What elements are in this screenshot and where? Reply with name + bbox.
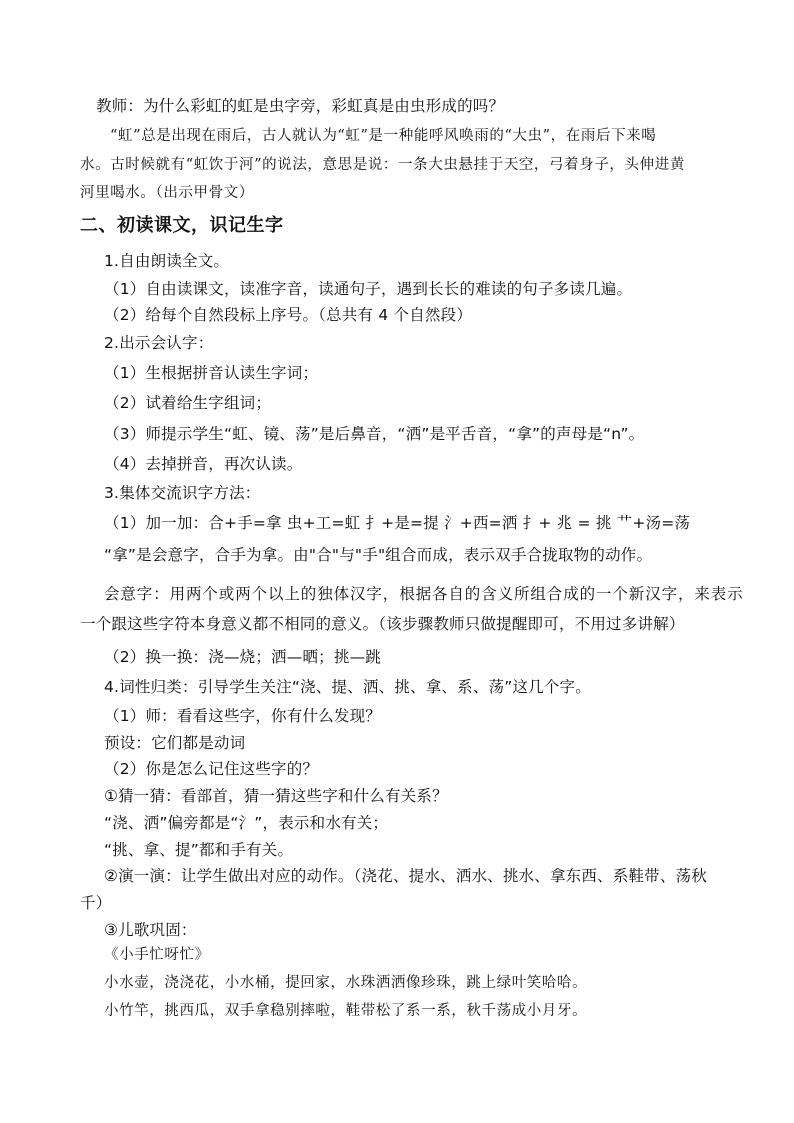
step-3-item-1: （1）加一加：合+手=拿 虫+工=虹 扌+是=提 氵+西=洒 扌+ 兆 = 挑 艹+汤=荡 xyxy=(104,514,691,532)
guess-activity: ①猜一猜：看部首，猜一猜这些字和什么有关系？ xyxy=(104,787,448,805)
step-2-item-3: （3）师提示学生“虹、镜、荡”是后鼻音，“洒”是平舌音，“拿”的声母是“n”。 xyxy=(104,425,645,443)
step-3-item-2: （2）换一换：浇—烧；洒—晒；挑—跳 xyxy=(104,648,381,666)
rainbow-paragraph-line-2: 水。古时候就有“虹饮于河”的说法，意思是说：一条大虫悬挂于天空，弓着身子，头伸进黄 xyxy=(80,157,685,173)
act-activity-line-1: ②演一演：让学生做出对应的动作。（浇花、提水、洒水、挑水、拿东西、系鞋带、荡秋 xyxy=(104,867,707,885)
rainbow-paragraph-line-3: 河里喝水。（出示甲骨文） xyxy=(80,185,254,201)
step-4-item-2: （2）你是怎么记住这些字的？ xyxy=(104,760,319,778)
step-3: 3.集体交流识字方法： xyxy=(104,484,261,502)
huiyi-definition-line-2: 一个跟这些字符本身意义都不相同的意义。（该步骤教师只做提醒即可，不用过多讲解） xyxy=(80,615,685,633)
poem-line-1: 小水壶，浇浇花，小水桶，提回家，水珠洒洒像珍珠，跳上绿叶笑哈哈。 xyxy=(104,975,588,991)
hand-radical-note: “挑、拿、提”都和手有关。 xyxy=(104,841,294,859)
step-3-explanation: “拿”是会意字，合手为拿。由"合"与"手"组合而成，表示双手合拢取物的动作。 xyxy=(104,546,653,564)
step-1-item-1: （1）自由读课文，读准字音，读通句子，遇到长长的难读的句子多读几遍。 xyxy=(104,280,633,298)
poem-line-2: 小竹竿，挑西瓜，双手拿稳别摔啦，鞋带松了系一系，秋千荡成小月牙。 xyxy=(104,1003,588,1019)
huiyi-definition-line-1: 会意字：用两个或两个以上的独体汉字，根据各自的含义所组合成的一个新汉字，来表示 xyxy=(104,585,744,603)
step-4: 4.词性归类：引导学生关注“浇、提、洒、挑、拿、系、荡”这几个字。 xyxy=(104,678,591,696)
rainbow-paragraph-line-1: “虹”总是出现在雨后，古人就认为“虹”是一种能呼风唤雨的“大虫”，在雨后下来喝 xyxy=(110,128,657,144)
step-4-item-1: （1）师：看看这些字，你有什么发现？ xyxy=(104,707,381,725)
step-1: 1.自由朗读全文。 xyxy=(104,252,230,270)
act-activity-line-2: 千） xyxy=(80,894,112,912)
water-radical-note: “浇、洒”偏旁都是“氵”，表示和水有关； xyxy=(104,814,389,832)
step-2-item-2: （2）试着给生字组词； xyxy=(104,394,272,412)
step-2-item-4: （4）去掉拼音，再次认读。 xyxy=(104,455,303,473)
step-4-preset: 预设：它们都是动词 xyxy=(104,734,246,752)
step-1-item-2: （2）给每个自然段标上序号。（总共有 4 个自然段） xyxy=(104,306,473,324)
section-heading: 二、初读课文，识记生字 xyxy=(80,215,284,236)
teacher-question: 教师：为什么彩虹的虹是虫字旁，彩虹真是由虫形成的吗？ xyxy=(96,97,505,115)
rhyme-activity: ③儿歌巩固： xyxy=(104,921,197,939)
poem-title: 《小手忙呀忙》 xyxy=(104,947,210,963)
step-2: 2.出示会认字： xyxy=(104,334,214,352)
step-2-item-1: （1）生根据拼音认读生字词； xyxy=(104,364,319,382)
